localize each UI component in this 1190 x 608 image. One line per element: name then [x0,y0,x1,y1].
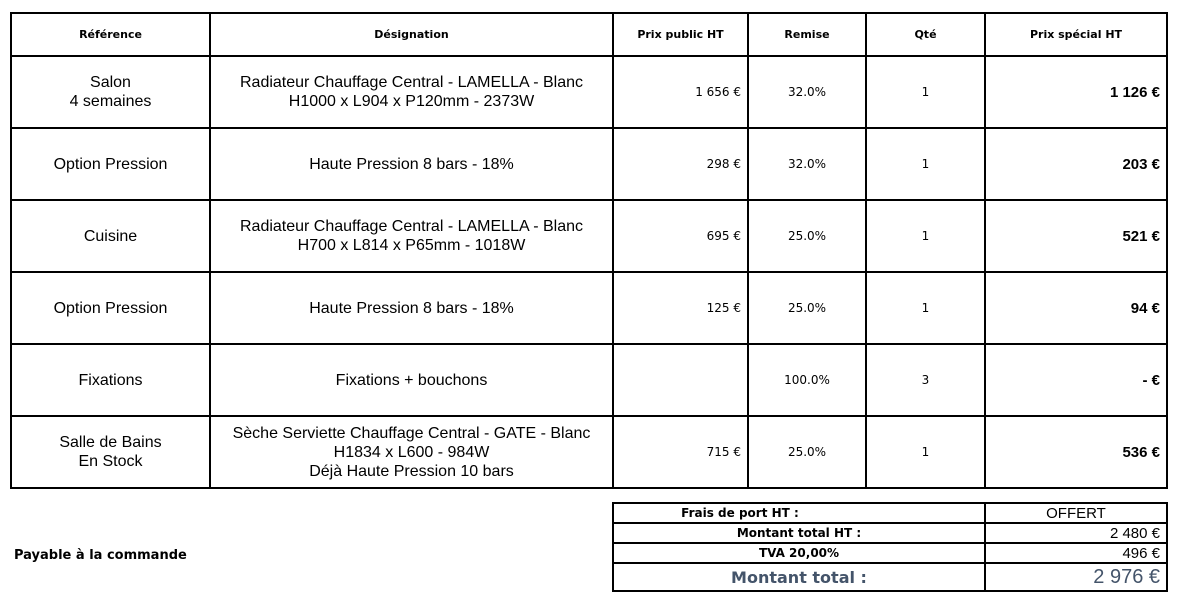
quote-table [10,12,1168,489]
cell-designation: Radiateur Chauffage Central - LAMELLA - Blanc H1000 x L904 x P120mm - 2373W [210,56,613,128]
cell-remise: 32.0% [748,56,866,128]
cell-prix-public: 1 656 € [613,56,748,128]
cell-reference: Fixations [11,344,210,416]
montant-ht-label: Montant total HT : [613,523,985,543]
header-prix-special: Prix spécial HT [985,13,1167,56]
header-designation: Désignation [210,13,613,56]
table-row [11,344,1167,416]
cell-qte: 1 [866,416,985,488]
cell-reference: Option Pression [11,272,210,344]
cell-reference: Salle de Bains En Stock [11,416,210,488]
totals-row-montant-total [613,563,1167,591]
cell-remise: 25.0% [748,272,866,344]
header-row [11,13,1167,56]
cell-prix-special: 203 € [985,128,1167,200]
tva-label: TVA 20,00% [613,543,985,563]
cell-designation: Radiateur Chauffage Central - LAMELLA - Blanc H700 x L814 x P65mm - 1018W [210,200,613,272]
cell-qte: 1 [866,128,985,200]
cell-designation: Haute Pression 8 bars - 18% [210,128,613,200]
totals-row-frais-port [613,503,1167,523]
cell-prix-special: 1 126 € [985,56,1167,128]
cell-qte: 1 [866,56,985,128]
frais-port-label: Frais de port HT : [613,503,866,523]
montant-total-label: Montant total : [613,563,985,591]
header-prix-public: Prix public HT [613,13,748,56]
cell-prix-public: 695 € [613,200,748,272]
cell-remise: 32.0% [748,128,866,200]
table-row [11,128,1167,200]
cell-qte: 1 [866,200,985,272]
montant-ht-value: 2 480 € [985,523,1167,543]
table-row [11,200,1167,272]
cell-designation: Haute Pression 8 bars - 18% [210,272,613,344]
cell-remise: 25.0% [748,416,866,488]
cell-prix-special: 521 € [985,200,1167,272]
cell-prix-public: 715 € [613,416,748,488]
frais-port-value: OFFERT [985,503,1167,523]
cell-prix-public: 298 € [613,128,748,200]
header-remise: Remise [748,13,866,56]
totals-row-tva [613,543,1167,563]
tva-value: 496 € [985,543,1167,563]
table-row [11,272,1167,344]
cell-qte: 3 [866,344,985,416]
cell-designation: Sèche Serviette Chauffage Central - GATE - Blanc H1834 x L600 - 984W Déjà Haute Pression 10 bars [210,416,613,488]
montant-total-value: 2 976 € [985,563,1167,591]
cell-reference: Option Pression [11,128,210,200]
header-reference: Référence [11,13,210,56]
payable-note: Payable à la commande [14,548,187,563]
table-row [11,416,1167,488]
header-qte: Qté [866,13,985,56]
cell-prix-special: 94 € [985,272,1167,344]
cell-prix-public: 125 € [613,272,748,344]
totals-row-montant-ht [613,523,1167,543]
cell-prix-special: - € [985,344,1167,416]
cell-remise: 25.0% [748,200,866,272]
cell-reference: Salon 4 semaines [11,56,210,128]
cell-prix-special: 536 € [985,416,1167,488]
totals-table [612,502,1168,592]
cell-remise: 100.0% [748,344,866,416]
cell-prix-public [613,344,748,416]
cell-designation: Fixations + bouchons [210,344,613,416]
table-row [11,56,1167,128]
cell-reference: Cuisine [11,200,210,272]
cell-qte: 1 [866,272,985,344]
